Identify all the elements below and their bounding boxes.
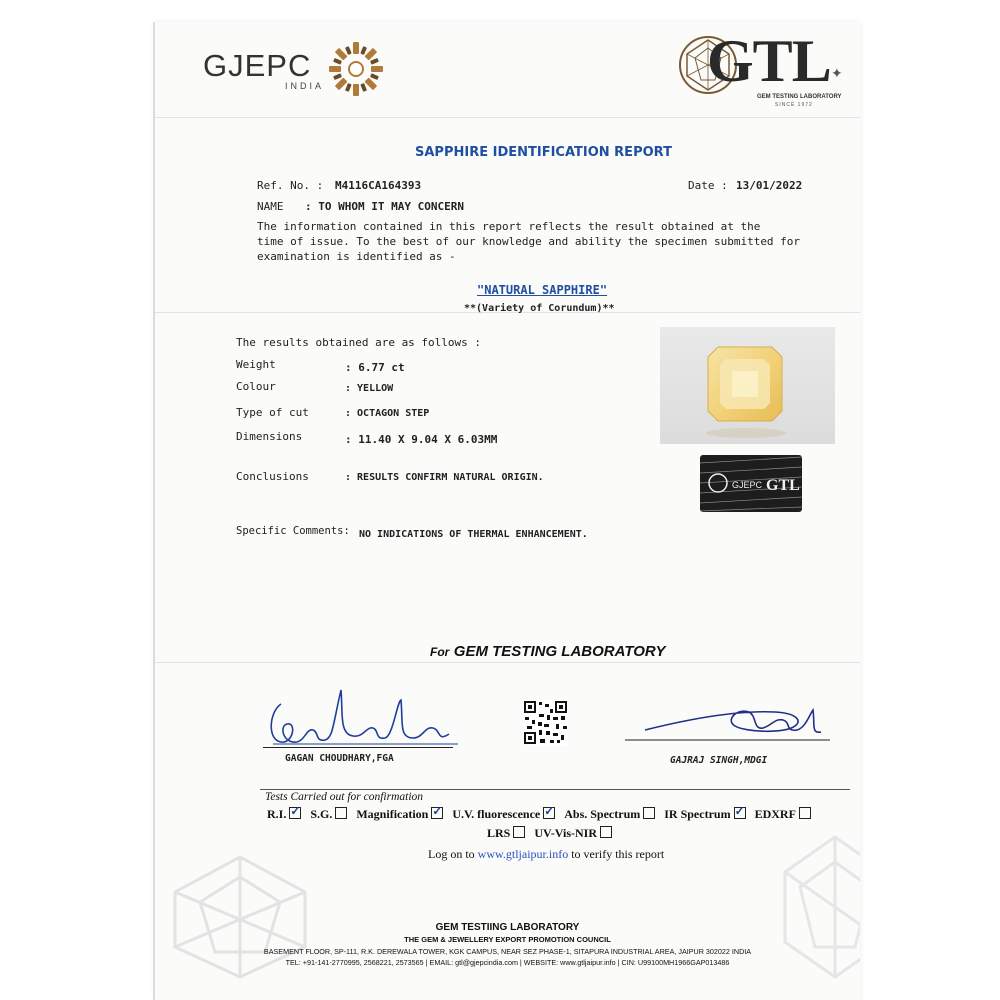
test-item — [664, 807, 748, 821]
test-label: IR Spectrum — [664, 807, 731, 821]
name-value: : TO WHOM IT MAY CONCERN — [305, 200, 464, 213]
empty-box-icon — [799, 807, 811, 819]
variety: **(Variety of Corundum)** — [464, 303, 615, 314]
date-label: Date : — [688, 179, 728, 192]
colour-label: Colour — [236, 380, 276, 393]
dimensions-value: : 11.40 X 9.04 X 6.03MM — [345, 433, 498, 446]
checked-box-icon — [431, 807, 443, 819]
test-label: UV-Vis-NIR — [534, 826, 598, 840]
gjepc-sunburst-icon — [327, 40, 385, 98]
svg-text:GJEPC: GJEPC — [732, 480, 763, 490]
test-item — [534, 826, 615, 840]
comments-value: NO INDICATIONS OF THERMAL ENHANCEMENT. — [359, 529, 588, 540]
signature-line-left — [263, 747, 453, 748]
empty-box-icon — [335, 807, 347, 819]
intro-line-1: The information contained in this report reflects the result obtained at the — [257, 220, 761, 233]
colour-value: : YELLOW — [345, 383, 394, 394]
signatory-right-name: GAJRAJ SINGH,MDGI — [670, 755, 768, 766]
tests-row-2 — [487, 826, 621, 841]
footer-contact: TEL: +91-141-2770995, 2568221, 2573565 | EMAIL: gtl@gjepcindia.com | WEBSITE: www.gtljaipur.info | CIN: U99100MH1966GAP013486 — [285, 958, 730, 967]
lab-name: GEM TESTING LABORATORY — [453, 643, 666, 660]
intro-line-2: time of issue. To the best of our knowledge and ability the specimen submitted for — [257, 235, 801, 248]
test-label: Abs. Spectrum — [564, 807, 641, 821]
fold-line — [155, 117, 860, 118]
verify-link[interactable]: www.gtljaipur.info — [477, 847, 569, 861]
qr-code-icon — [523, 700, 568, 745]
gtl-logo-since: SINCE 1972 — [775, 102, 813, 108]
test-item — [267, 807, 304, 821]
tests-heading: Tests Carried out for confirmation — [265, 791, 424, 803]
dimensions-label: Dimensions — [236, 430, 303, 443]
footer-address: BASEMENT FLOOR, SP-111, R.K. DEREWALA TOWER, KGK CAMPUS, NEAR SEZ PHASE-1, SITAPURA INDUSTRIAL AREA, JAIPUR 302022 INDIA — [263, 947, 752, 956]
intro-line-3: examination is identified as - — [257, 250, 456, 263]
comments-label: Specific Comments: — [236, 525, 350, 537]
gjepc-logo-text: GJEPC — [203, 48, 312, 83]
gjepc-logo-sub: INDIA — [285, 81, 325, 91]
report-title: SAPPHIRE IDENTIFICATION REPORT — [415, 145, 672, 160]
test-item — [487, 826, 528, 840]
test-label: U.V. fluorescence — [452, 807, 541, 821]
gtl-logo-text: GTL — [707, 28, 831, 94]
results-intro: The results obtained are as follows : — [236, 336, 482, 349]
svg-text:GTL: GTL — [766, 477, 800, 494]
conclusions-value: : RESULTS CONFIRM NATURAL ORIGIN. — [345, 472, 544, 483]
test-item — [564, 807, 658, 821]
test-item — [755, 807, 814, 821]
name-label: NAME — [257, 200, 284, 213]
test-label: S.G. — [310, 807, 333, 821]
empty-box-icon — [643, 807, 655, 819]
checked-box-icon — [543, 807, 555, 819]
verify-suffix: to verify this report — [571, 847, 665, 861]
cut-value: : OCTAGON STEP — [345, 408, 430, 419]
test-item — [452, 807, 558, 821]
for-prefix: For — [430, 645, 450, 659]
ref-value: M4116CA164393 — [335, 179, 422, 192]
report-sheet — [155, 22, 860, 1000]
weight-value: : 6.77 ct — [345, 361, 405, 374]
tests-row-1 — [267, 807, 820, 822]
footer — [155, 922, 860, 967]
test-label: Magnification — [356, 807, 429, 821]
fold-line — [155, 662, 860, 663]
tests-divider — [260, 789, 850, 790]
empty-box-icon — [600, 826, 612, 838]
verify-prefix: Log on to — [428, 847, 475, 861]
checked-box-icon — [734, 807, 746, 819]
signature-left-icon — [263, 682, 463, 752]
verify-line — [428, 847, 664, 862]
sparkle-icon: ✦ — [831, 66, 843, 82]
gemstone-photo — [660, 327, 835, 444]
cut-label: Type of cut — [236, 406, 309, 419]
footer-council: THE GEM & JEWELLERY EXPORT PROMOTION COUNCIL — [404, 935, 611, 944]
test-item — [310, 807, 350, 821]
date-value: 13/01/2022 — [736, 179, 803, 192]
identification: "NATURAL SAPPHIRE" — [477, 283, 608, 297]
signature-right-icon — [625, 690, 835, 750]
signatory-heading — [430, 643, 665, 661]
test-label: LRS — [487, 826, 511, 840]
ref-label: Ref. No. : — [257, 179, 324, 192]
conclusions-label: Conclusions — [236, 470, 309, 483]
empty-box-icon — [513, 826, 525, 838]
gjepc-logo — [203, 48, 324, 91]
gtl-logo-sub: GEM TESTING LABORATORY — [757, 94, 842, 100]
test-label: R.I. — [267, 807, 287, 821]
hologram-sticker-icon — [700, 455, 802, 512]
footer-org: GEM TESTIING LABORATORY — [435, 922, 580, 933]
test-label: EDXRF — [754, 807, 796, 821]
test-item — [356, 807, 446, 821]
checked-box-icon — [289, 807, 301, 819]
signatory-left-name: GAGAN CHOUDHARY,FGA — [285, 753, 394, 764]
weight-label: Weight — [236, 358, 276, 371]
